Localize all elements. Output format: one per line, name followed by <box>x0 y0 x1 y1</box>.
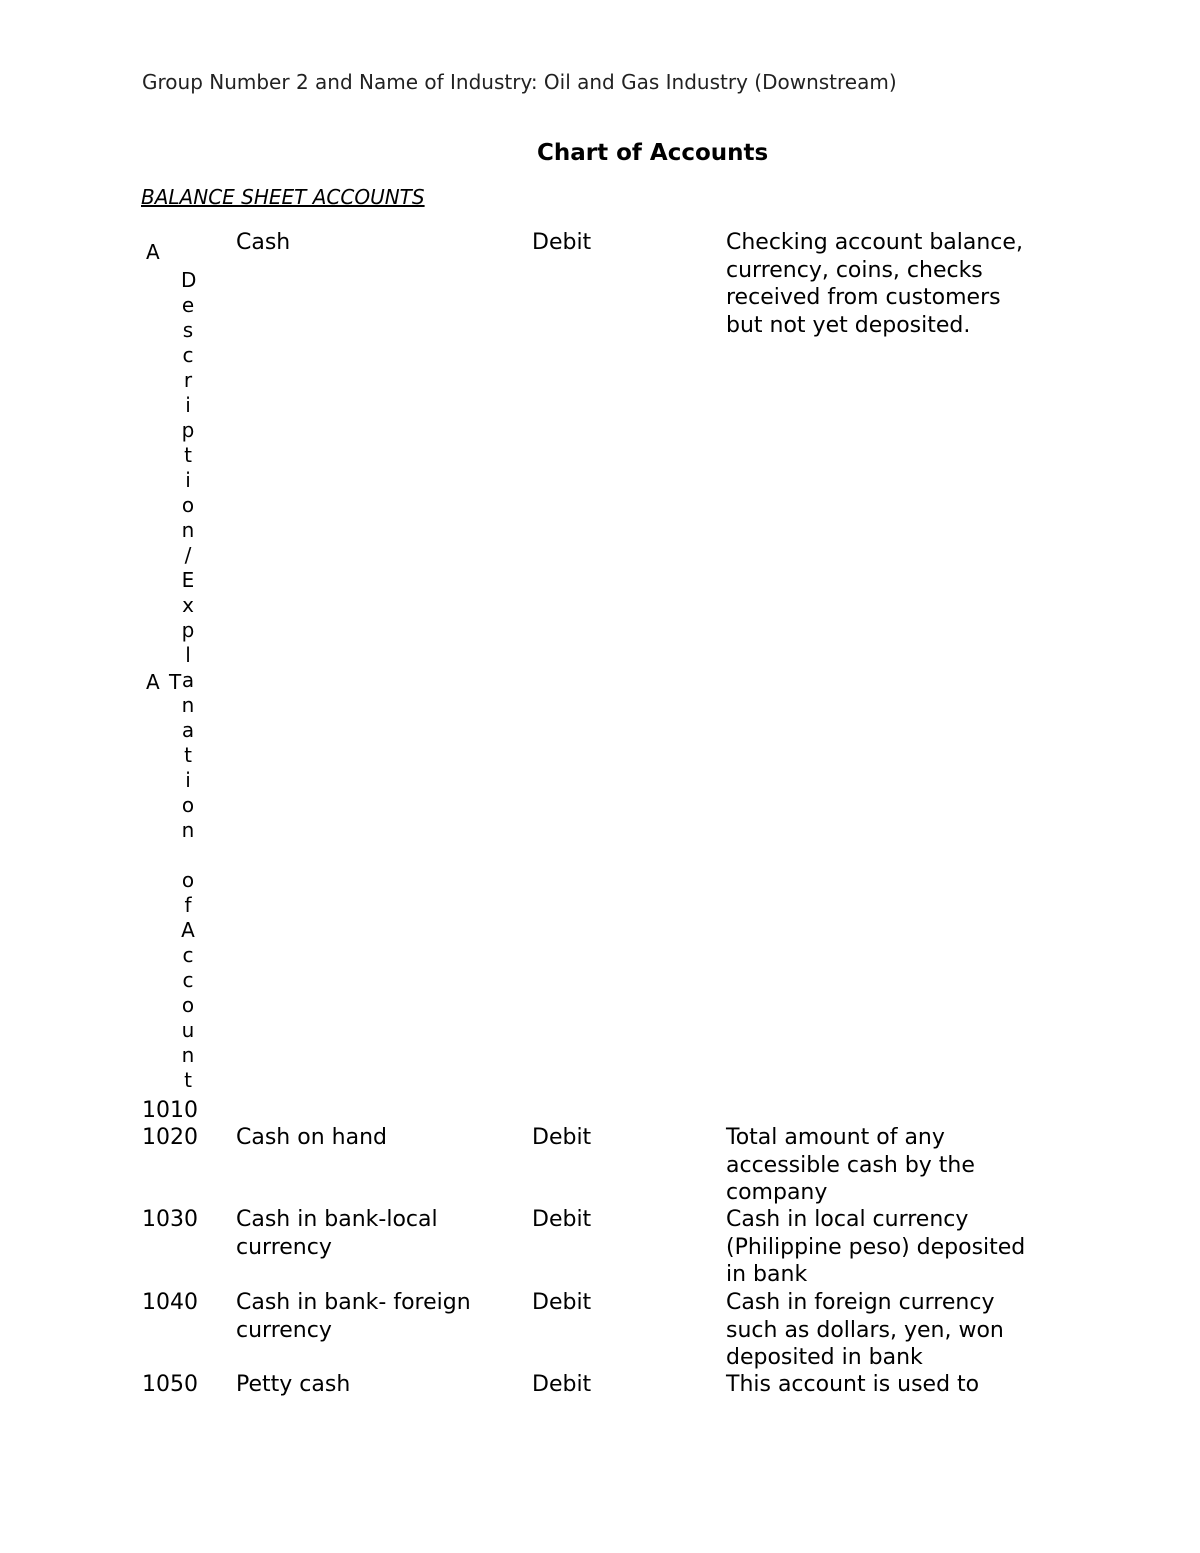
normal-balance: Debit <box>532 1125 592 1150</box>
column-header-a-top: A <box>146 240 160 264</box>
normal-balance: Debit <box>532 230 592 255</box>
page-title: Chart of Accounts <box>537 140 769 166</box>
column-header-t: T <box>169 670 182 694</box>
account-name: Cash in bank-local currency <box>236 1207 438 1260</box>
normal-balance: Debit <box>532 1290 592 1315</box>
document-header: Group Number 2 and Name of Industry: Oil and Gas Industry (Downstream) <box>142 70 897 94</box>
account-code: 1010 <box>142 1098 198 1123</box>
account-description: Cash in foreign currency such as dollars, yen, won deposited in bank <box>726 1290 1004 1370</box>
account-name: Cash <box>236 230 291 255</box>
account-name: Petty cash <box>236 1372 351 1397</box>
account-name: Cash in bank- foreign currency <box>236 1290 471 1343</box>
account-description: This account is used to <box>726 1372 980 1397</box>
account-name: Cash on hand <box>236 1125 387 1150</box>
account-code: 1040 <box>142 1290 198 1315</box>
account-code: 1030 <box>142 1207 198 1232</box>
column-header-a-mid: A <box>146 670 160 694</box>
section-heading: BALANCE SHEET ACCOUNTS <box>141 185 425 209</box>
account-description: Checking account balance, currency, coins, checks received from customers but not yet deposited. <box>726 230 1023 338</box>
normal-balance: Debit <box>532 1207 592 1232</box>
account-code: 1020 <box>142 1125 198 1150</box>
normal-balance: Debit <box>532 1372 592 1397</box>
account-description: Cash in local currency (Philippine peso) deposited in bank <box>726 1207 1026 1287</box>
account-code: 1050 <box>142 1372 198 1397</box>
column-header-description-vertical: D e s c r i p t i o n / E x p l a n a t i o n o f A c c o u n t <box>181 268 197 1092</box>
account-description: Total amount of any accessible cash by the company <box>726 1125 975 1205</box>
